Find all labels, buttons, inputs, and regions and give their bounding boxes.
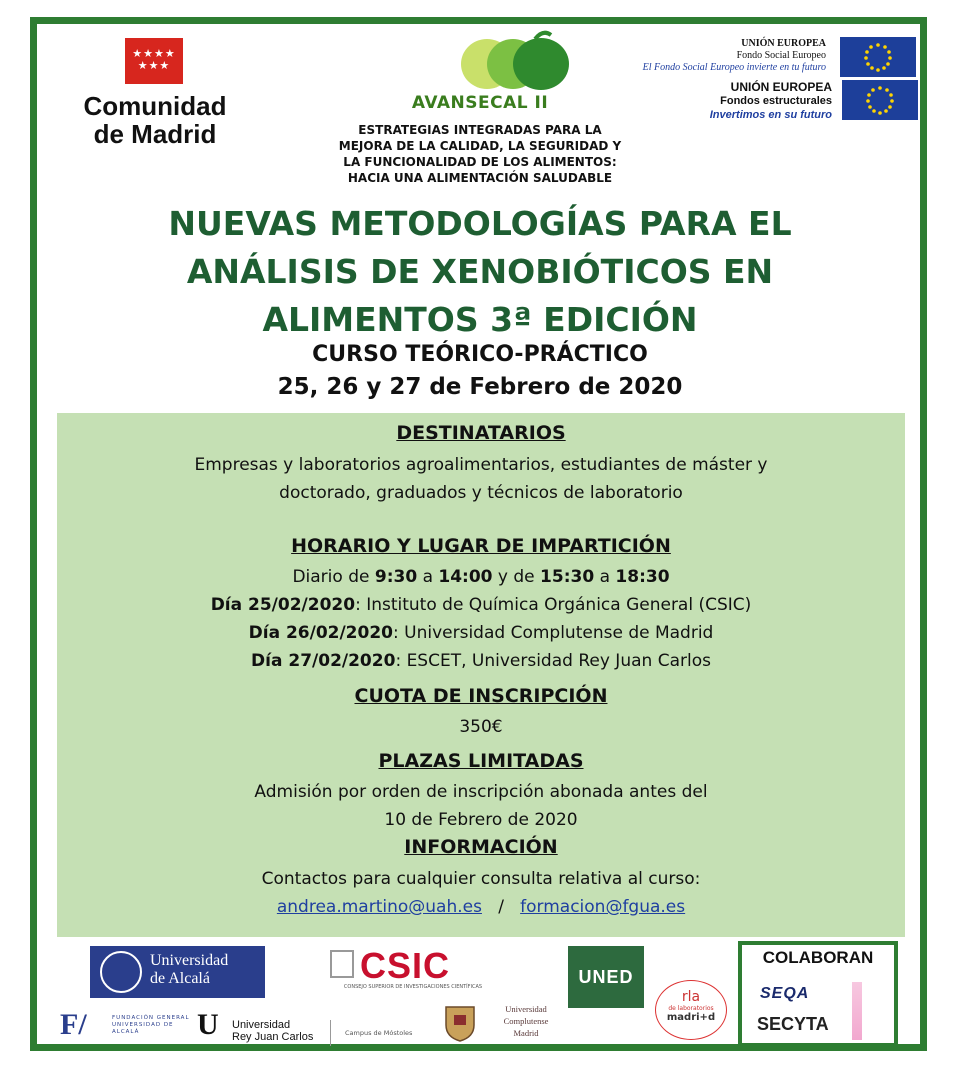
cuota-price: 350€ xyxy=(459,717,503,737)
uned-logo: UNED xyxy=(568,946,644,1008)
seqa-logo: SEQA xyxy=(760,985,810,1002)
informacion-heading: INFORMACIÓN xyxy=(404,836,558,858)
eu-fondo-social-text: UNIÓN EUROPEA Fondo Social Europeo El Fondo Social Europeo invierte en tu futuro xyxy=(642,38,826,73)
fgua-logo: F/ xyxy=(60,1008,87,1041)
contact-links: andrea.martino@uah.es / formacion@fgua.es xyxy=(276,897,686,917)
horario-schedule: Diario de 9:30 a 14:00 y de 15:30 a 18:30 xyxy=(292,567,670,587)
colaboran-title: COLABORAN xyxy=(762,948,874,967)
horario-heading: HORARIO Y LUGAR DE IMPARTICIÓN xyxy=(291,535,671,557)
course-dates: 25, 26 y 27 de Febrero de 2020 xyxy=(277,374,683,400)
avansecal-apples-logo xyxy=(455,30,575,92)
course-title: NUEVAS METODOLOGÍAS PARA EL ANÁLISIS DE XENOBIÓTICOS EN ALIMENTOS 3ª EDICIÓN xyxy=(168,204,792,339)
csic-logo: CSIC xyxy=(360,945,451,986)
course-type: CURSO TEÓRICO-PRÁCTICO xyxy=(312,342,648,367)
destinatarios-text: Empresas y laboratorios agroalimentarios, estudiantes de máster y doctorado, graduados y técnicos de laboratorio xyxy=(194,455,768,503)
fgua-text: FUNDACIÓN GENERAL UNIVERSIDAD DE ALCALÁ xyxy=(112,1015,190,1035)
horario-day-3: Día 27/02/2020: ESCET, Universidad Rey Juan Carlos xyxy=(251,651,711,671)
destinatarios-heading: DESTINATARIOS xyxy=(396,422,566,444)
cuota-heading: CUOTA DE INSCRIPCIÓN xyxy=(354,685,608,707)
horario-day-1: Día 25/02/2020: Instituto de Química Orgánica General (CSIC) xyxy=(210,595,752,615)
plazas-heading: PLAZAS LIMITADAS xyxy=(378,750,584,772)
rla-madrid-logo: rla de laboratorios madri+d xyxy=(655,980,727,1040)
csic-subtitle: CONSEJO SUPERIOR DE INVESTIGACIONES CIENTÍFICAS xyxy=(343,984,483,990)
ucm-shield-icon xyxy=(440,1003,480,1043)
email-link-uah[interactable]: andrea.martino@uah.es xyxy=(276,897,482,917)
secyta-logo: SECYTA xyxy=(757,1014,829,1034)
urjc-logo: U xyxy=(197,1008,219,1041)
informacion-text: Contactos para cualquier consulta relativa al curso: xyxy=(261,869,701,889)
horario-day-2: Día 26/02/2020: Universidad Complutense de Madrid xyxy=(248,623,714,643)
campus-mostoles-text: Campus de Móstoles xyxy=(330,1020,412,1046)
eu-flag-icon xyxy=(842,80,918,120)
eu-flag-icon xyxy=(840,37,916,77)
avansecal-name: AVANSECAL II xyxy=(411,93,549,113)
avansecal-description: ESTRATEGIAS INTEGRADAS PARA LA MEJORA DE LA CALIDAD, LA SEGURIDAD Y LA FUNCIONALIDAD DE LOS ALIMENTOS: HACIA UNA ALIMENTACIÓN SALUDABLE xyxy=(338,123,622,185)
urjc-text: Universidad Rey Juan Carlos xyxy=(232,1019,314,1043)
csic-emblem-icon xyxy=(330,950,354,978)
plazas-text: Admisión por orden de inscripción abonada antes del 10 de Febrero de 2020 xyxy=(254,782,708,830)
eu-fondos-estructurales-text: UNIÓN EUROPEA Fondos estructurales Invertimos en su futuro xyxy=(709,80,832,121)
universidad-alcala-logo: Universidad de Alcalá xyxy=(90,946,265,998)
alcala-seal-icon xyxy=(100,951,142,993)
ucm-text: Universidad Complutense Madrid xyxy=(503,1004,549,1038)
madrid-flag-logo: ★★★★ ★★★ xyxy=(125,38,183,84)
email-link-fgua[interactable]: formacion@fgua.es xyxy=(520,897,686,917)
comunidad-madrid-logo-text: Comunidad de Madrid xyxy=(83,91,227,149)
collaborator-side-logo xyxy=(852,982,862,1040)
